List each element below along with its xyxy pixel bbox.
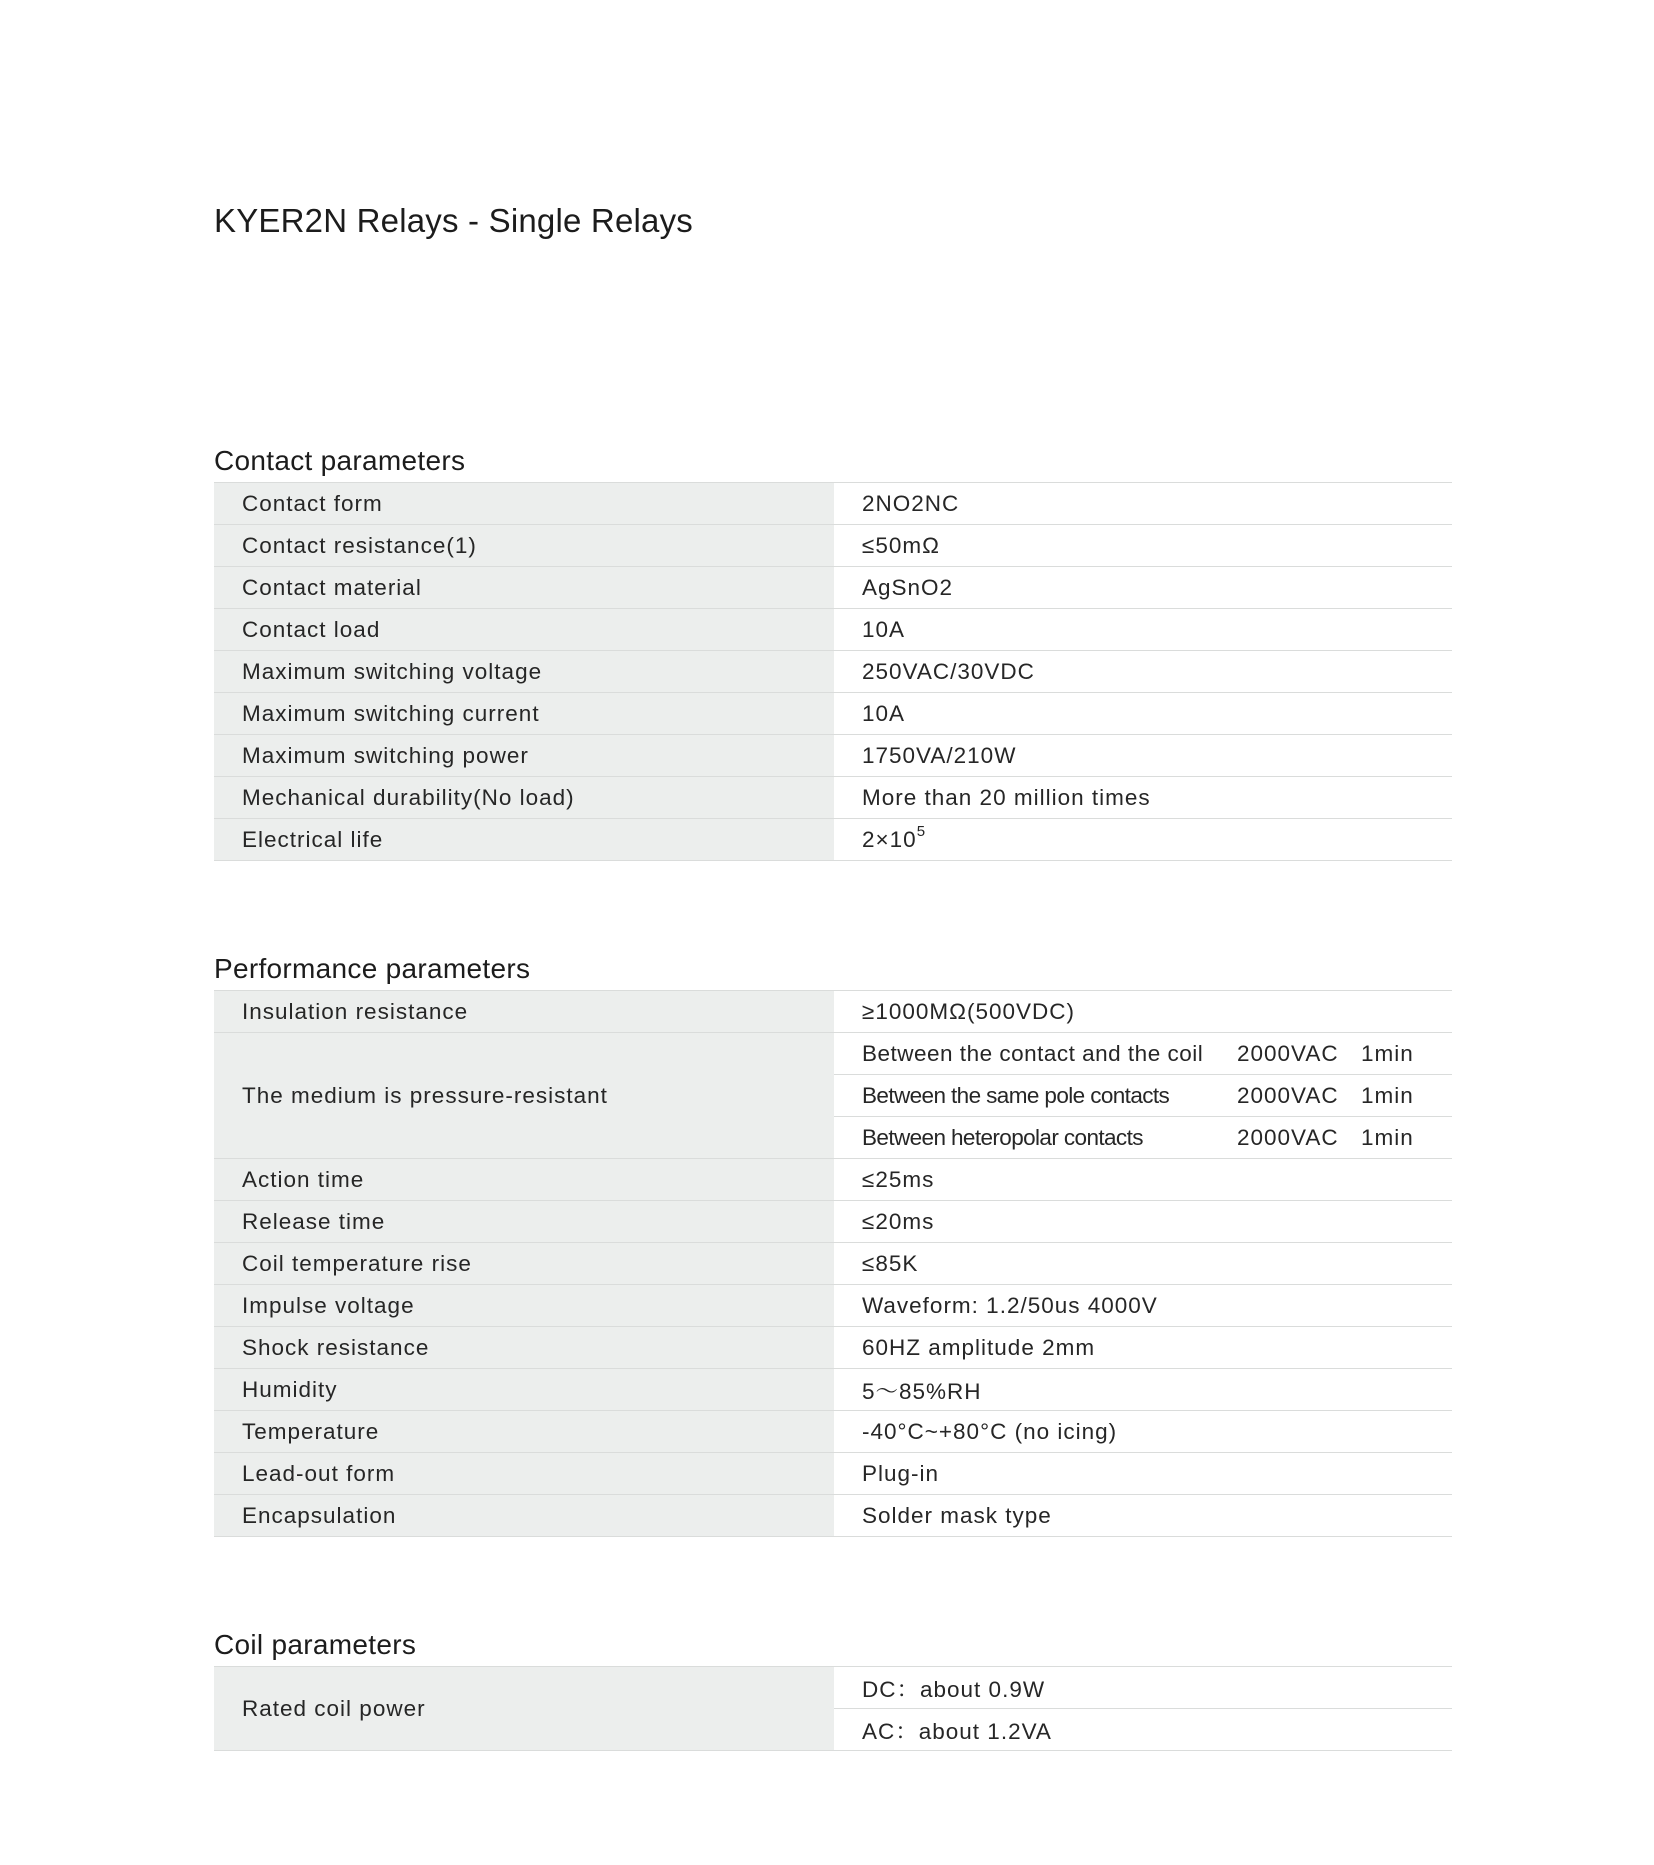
param-label: Contact load bbox=[214, 609, 834, 651]
value-exponent: 5 bbox=[916, 822, 927, 840]
performance-parameters-section bbox=[214, 948, 1452, 1537]
param-label: Impulse voltage bbox=[214, 1285, 834, 1327]
table-row bbox=[214, 1369, 1452, 1411]
test-description: Between the contact and the coil bbox=[862, 1040, 1204, 1066]
test-voltage: 2000VAC bbox=[1237, 1082, 1339, 1108]
param-label: Action time bbox=[214, 1159, 834, 1201]
param-label: Maximum switching power bbox=[214, 735, 834, 777]
coil-parameters-table bbox=[214, 1666, 1452, 1751]
param-label: Electrical life bbox=[214, 819, 834, 861]
table-row bbox=[214, 651, 1452, 693]
table-row bbox=[214, 1159, 1452, 1201]
param-label: Contact material bbox=[214, 567, 834, 609]
param-label: Contact resistance(1) bbox=[214, 525, 834, 567]
table-row bbox=[214, 693, 1452, 735]
param-label: Rated coil power bbox=[214, 1667, 834, 1751]
param-label: Release time bbox=[214, 1201, 834, 1243]
param-value bbox=[834, 1075, 1452, 1117]
page-title: KYER2N Relays - Single Relays bbox=[214, 202, 693, 239]
param-value: ≤20ms bbox=[834, 1201, 1452, 1243]
performance-parameters-table bbox=[214, 990, 1452, 1537]
test-voltage: 2000VAC bbox=[1237, 1124, 1339, 1150]
table-row bbox=[214, 1033, 1452, 1075]
param-value: ≤50mΩ bbox=[834, 525, 1452, 567]
table-row bbox=[214, 735, 1452, 777]
section-title: Contact parameters bbox=[214, 445, 466, 476]
param-label: Maximum switching voltage bbox=[214, 651, 834, 693]
param-label: Temperature bbox=[214, 1411, 834, 1453]
test-voltage: 2000VAC bbox=[1237, 1040, 1339, 1066]
param-value: AC：about 1.2VA bbox=[834, 1709, 1452, 1751]
table-row bbox=[214, 1285, 1452, 1327]
param-value: DC：about 0.9W bbox=[834, 1667, 1452, 1709]
table-row bbox=[214, 1495, 1452, 1537]
param-label: The medium is pressure-resistant bbox=[214, 1033, 834, 1159]
section-title: Performance parameters bbox=[214, 953, 531, 984]
param-value bbox=[834, 1033, 1452, 1075]
param-value: Solder mask type bbox=[834, 1495, 1452, 1537]
table-row bbox=[214, 991, 1452, 1033]
table-row bbox=[214, 483, 1452, 525]
param-value: More than 20 million times bbox=[834, 777, 1452, 819]
coil-parameters-section bbox=[214, 1624, 1452, 1751]
param-label: Insulation resistance bbox=[214, 991, 834, 1033]
param-label: Contact form bbox=[214, 483, 834, 525]
table-row bbox=[214, 609, 1452, 651]
value-base: 2×10 bbox=[862, 826, 917, 852]
contact-parameters-section bbox=[214, 440, 1452, 861]
test-description: Between the same pole contacts bbox=[862, 1082, 1170, 1108]
param-label: Mechanical durability(No load) bbox=[214, 777, 834, 819]
table-row bbox=[214, 525, 1452, 567]
test-description: Between heteropolar contacts bbox=[862, 1124, 1143, 1150]
param-value: Plug-in bbox=[834, 1453, 1452, 1495]
section-title: Coil parameters bbox=[214, 1629, 417, 1660]
table-row bbox=[214, 1201, 1452, 1243]
param-value: 10A bbox=[834, 693, 1452, 735]
test-duration: 1min bbox=[1361, 1082, 1414, 1108]
table-row bbox=[214, 1411, 1452, 1453]
param-value: 1750VA/210W bbox=[834, 735, 1452, 777]
table-row bbox=[214, 819, 1452, 861]
param-value: 10A bbox=[834, 609, 1452, 651]
param-value: 250VAC/30VDC bbox=[834, 651, 1452, 693]
param-value bbox=[834, 819, 1452, 861]
table-row bbox=[214, 777, 1452, 819]
table-row bbox=[214, 1667, 1452, 1709]
table-row bbox=[214, 1243, 1452, 1285]
param-value: ≤85K bbox=[834, 1243, 1452, 1285]
param-label: Shock resistance bbox=[214, 1327, 834, 1369]
table-row bbox=[214, 567, 1452, 609]
param-value: 2NO2NC bbox=[834, 483, 1452, 525]
param-value: ≤25ms bbox=[834, 1159, 1452, 1201]
param-value: AgSnO2 bbox=[834, 567, 1452, 609]
contact-parameters-table bbox=[214, 482, 1452, 861]
param-value: 60HZ amplitude 2mm bbox=[834, 1327, 1452, 1369]
param-value: ≥1000MΩ(500VDC) bbox=[834, 991, 1452, 1033]
test-duration: 1min bbox=[1361, 1124, 1414, 1150]
table-row bbox=[214, 1453, 1452, 1495]
param-value: Waveform: 1.2/50us 4000V bbox=[834, 1285, 1452, 1327]
param-value bbox=[834, 1117, 1452, 1159]
param-label: Maximum switching current bbox=[214, 693, 834, 735]
table-row bbox=[214, 1327, 1452, 1369]
test-duration: 1min bbox=[1361, 1040, 1414, 1066]
param-label: Coil temperature rise bbox=[214, 1243, 834, 1285]
param-label: Encapsulation bbox=[214, 1495, 834, 1537]
param-label: Humidity bbox=[214, 1369, 834, 1411]
param-value: 5～85%RH bbox=[834, 1369, 1452, 1411]
param-label: Lead-out form bbox=[214, 1453, 834, 1495]
param-value: -40°C~+80°C (no icing) bbox=[834, 1411, 1452, 1453]
